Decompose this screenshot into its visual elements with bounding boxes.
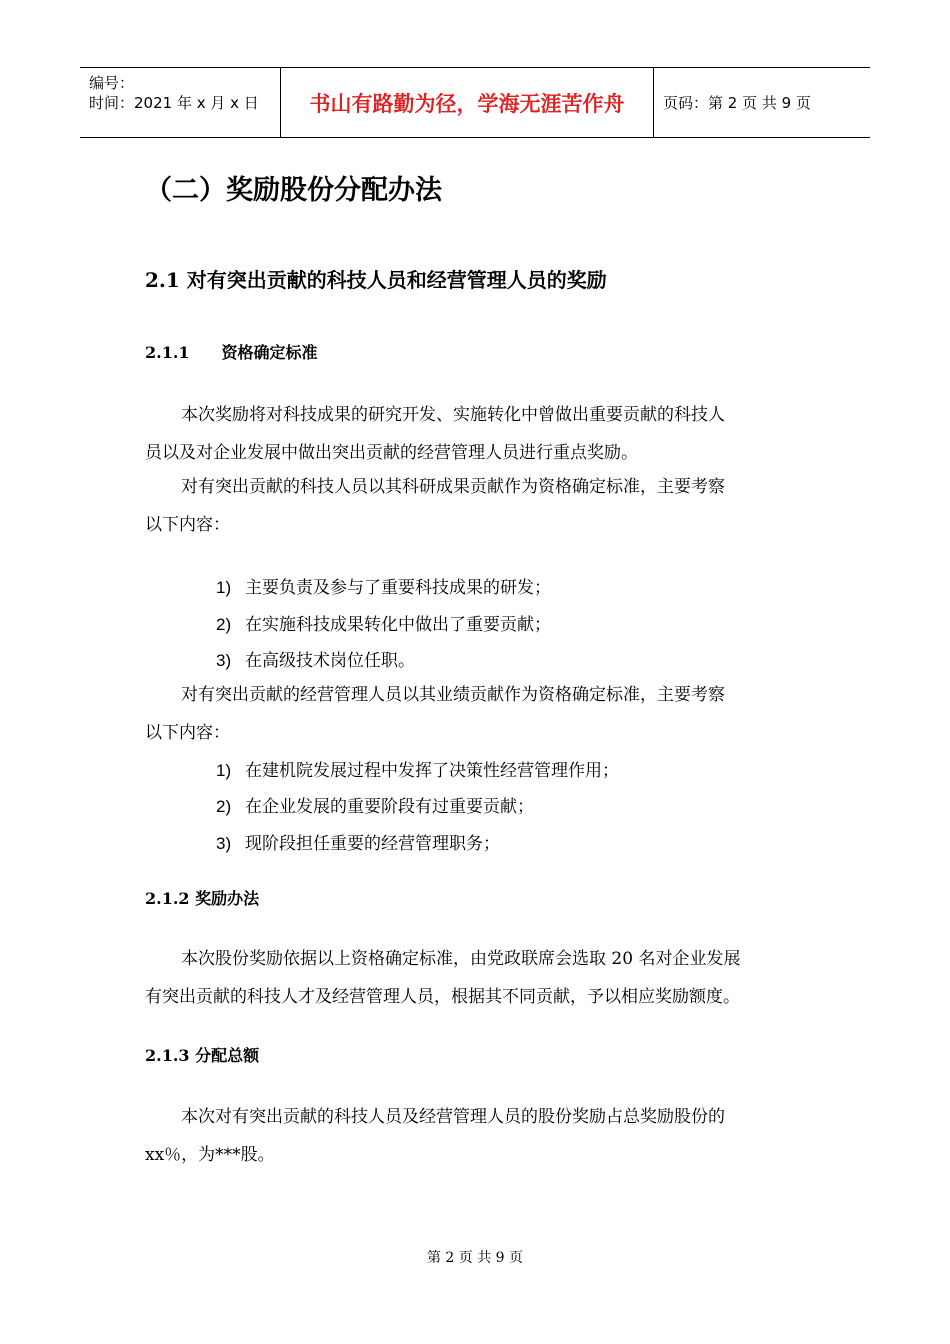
sub-heading-2-1-3: 2.1.3 分配总额 — [145, 1046, 260, 1065]
list-item — [216, 756, 619, 781]
paragraph-3-line-1: 对有突出贡献的经营管理人员以其业绩贡献作为资格确定标准，主要考察 — [181, 685, 725, 705]
sub-heading-number: 2.1.1 — [145, 343, 190, 362]
list-item-text: 在高级技术岗位任职。 — [245, 651, 415, 671]
list-item — [216, 573, 551, 598]
page-footer: 第 2 页 共 9 页 — [426, 1250, 524, 1266]
list-item-number: 1) — [216, 761, 232, 780]
sub-heading-2-1-1 — [145, 340, 318, 363]
paragraph-2-line-1: 对有突出贡献的科技人员以其科研成果贡献作为资格确定标准，主要考察 — [181, 477, 725, 497]
header-motto: 书山有路勤为径，学海无涯苦作舟 — [281, 68, 654, 137]
paragraph-2 — [145, 468, 815, 544]
list-item-text: 在企业发展的重要阶段有过重要贡献； — [245, 797, 534, 817]
sub-heading-2-1-2: 2.1.2 奖励办法 — [145, 889, 260, 908]
paragraph-1 — [145, 396, 815, 472]
list-item — [216, 829, 500, 854]
list-item-text: 主要负责及参与了重要科技成果的研发； — [245, 578, 551, 598]
sub-heading-title: 资格确定标准 — [221, 343, 318, 362]
paragraph-5-line-1: 本次对有突出贡献的科技人员及经营管理人员的股份奖励占总奖励股份的 — [181, 1107, 725, 1127]
header-time-label: 时间：2021 年 x 月 x 日 — [89, 94, 259, 112]
paragraph-2-line-2: 以下内容： — [145, 515, 230, 535]
list-item-number: 3) — [216, 834, 232, 853]
header-number-label: 编号： — [89, 74, 135, 92]
list-item-text: 现阶段担任重要的经营管理职务； — [245, 834, 500, 854]
paragraph-4-line-2: 有突出贡献的科技人才及经营管理人员，根据其不同贡献，予以相应奖励额度。 — [145, 987, 740, 1007]
paragraph-1-line-2: 员以及对企业发展中做出突出贡献的经营管理人员进行重点奖励。 — [145, 443, 638, 463]
list-item — [216, 792, 534, 817]
subsection-title: 2.1 对有突出贡献的科技人员和经营管理人员的奖励 — [145, 268, 607, 292]
page-header — [80, 67, 870, 138]
header-meta-cell — [80, 68, 281, 137]
list-item — [216, 610, 551, 635]
list-item-number: 1) — [216, 578, 232, 597]
list-item-number: 2) — [216, 615, 232, 634]
paragraph-3-line-2: 以下内容： — [145, 723, 230, 743]
list-item-number: 3) — [216, 651, 232, 670]
paragraph-4-line-1: 本次股份奖励依据以上资格确定标准，由党政联席会选取 20 名对企业发展 — [181, 949, 741, 969]
section-title: （二）奖励股份分配办法 — [145, 175, 442, 206]
list-item — [216, 646, 415, 671]
header-page-label: 页码：第 2 页 共 9 页 — [663, 94, 811, 112]
paragraph-5 — [145, 1098, 815, 1174]
paragraph-3 — [145, 676, 815, 752]
paragraph-1-line-1: 本次奖励将对科技成果的研究开发、实施转化中曾做出重要贡献的科技人 — [181, 405, 725, 425]
paragraph-4 — [145, 940, 815, 1016]
list-item-text: 在建机院发展过程中发挥了决策性经营管理作用； — [245, 761, 619, 781]
paragraph-5-line-2: xx％，为***股。 — [145, 1145, 275, 1165]
list-item-number: 2) — [216, 797, 232, 816]
list-item-text: 在实施科技成果转化中做出了重要贡献； — [245, 615, 551, 635]
